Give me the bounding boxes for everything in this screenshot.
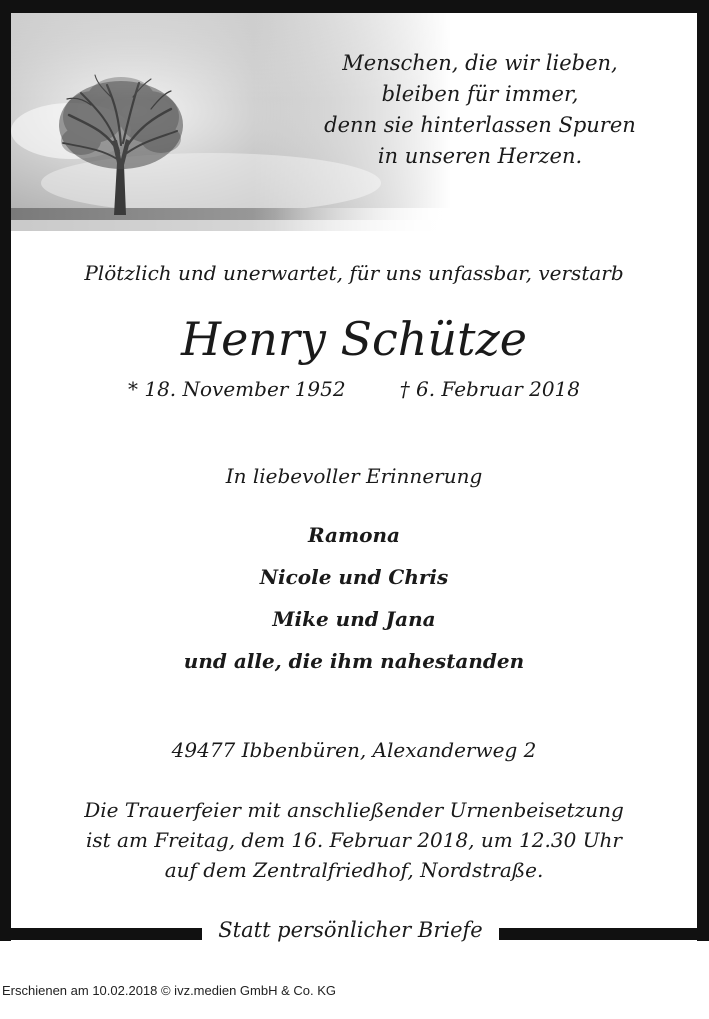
- mourner-name: und alle, die ihm nahestanden: [183, 649, 525, 673]
- service-line: Die Trauerfeier mit anschließender Urnenbeisetzung: [84, 798, 624, 822]
- mourner-name: Mike und Jana: [272, 607, 436, 631]
- remembrance-text: In liebevoller Erinnerung: [225, 464, 483, 488]
- birth-date: * 18. November 1952: [127, 377, 346, 401]
- mourners-list: [11, 519, 697, 687]
- footer-note: Statt persönlicher Briefe: [218, 918, 483, 942]
- death-date: † 6. Februar 2018: [399, 377, 581, 401]
- poem-line: Menschen, die wir lieben,: [342, 51, 618, 75]
- mourner-name: Nicole und Chris: [259, 565, 449, 589]
- service-details: [11, 795, 697, 885]
- border-left: [0, 0, 11, 941]
- publication-credit: Erschienen am 10.02.2018 © ivz.medien GmbH & Co. KG: [2, 983, 337, 998]
- poem-line: bleiben für immer,: [381, 82, 579, 106]
- border-bottom-right: [499, 928, 709, 940]
- mourner-name: Ramona: [307, 523, 401, 547]
- life-dates: [11, 374, 697, 404]
- poem: [300, 48, 660, 172]
- poem-line: denn sie hinterlassen Spuren: [324, 113, 636, 137]
- service-line: auf dem Zentralfriedhof, Nordstraße.: [164, 858, 544, 882]
- border-right: [697, 0, 709, 941]
- border-top: [0, 0, 709, 13]
- deceased-name: Henry Schütze: [180, 312, 528, 366]
- address: 49477 Ibbenbüren, Alexanderweg 2: [171, 738, 537, 762]
- border-bottom-left: [0, 928, 202, 940]
- service-line: ist am Freitag, dem 16. Februar 2018, um 12.30 Uhr: [85, 828, 622, 852]
- poem-line: in unseren Herzen.: [377, 144, 583, 168]
- intro-text: Plötzlich und unerwartet, für uns unfassbar, verstarb: [84, 261, 624, 285]
